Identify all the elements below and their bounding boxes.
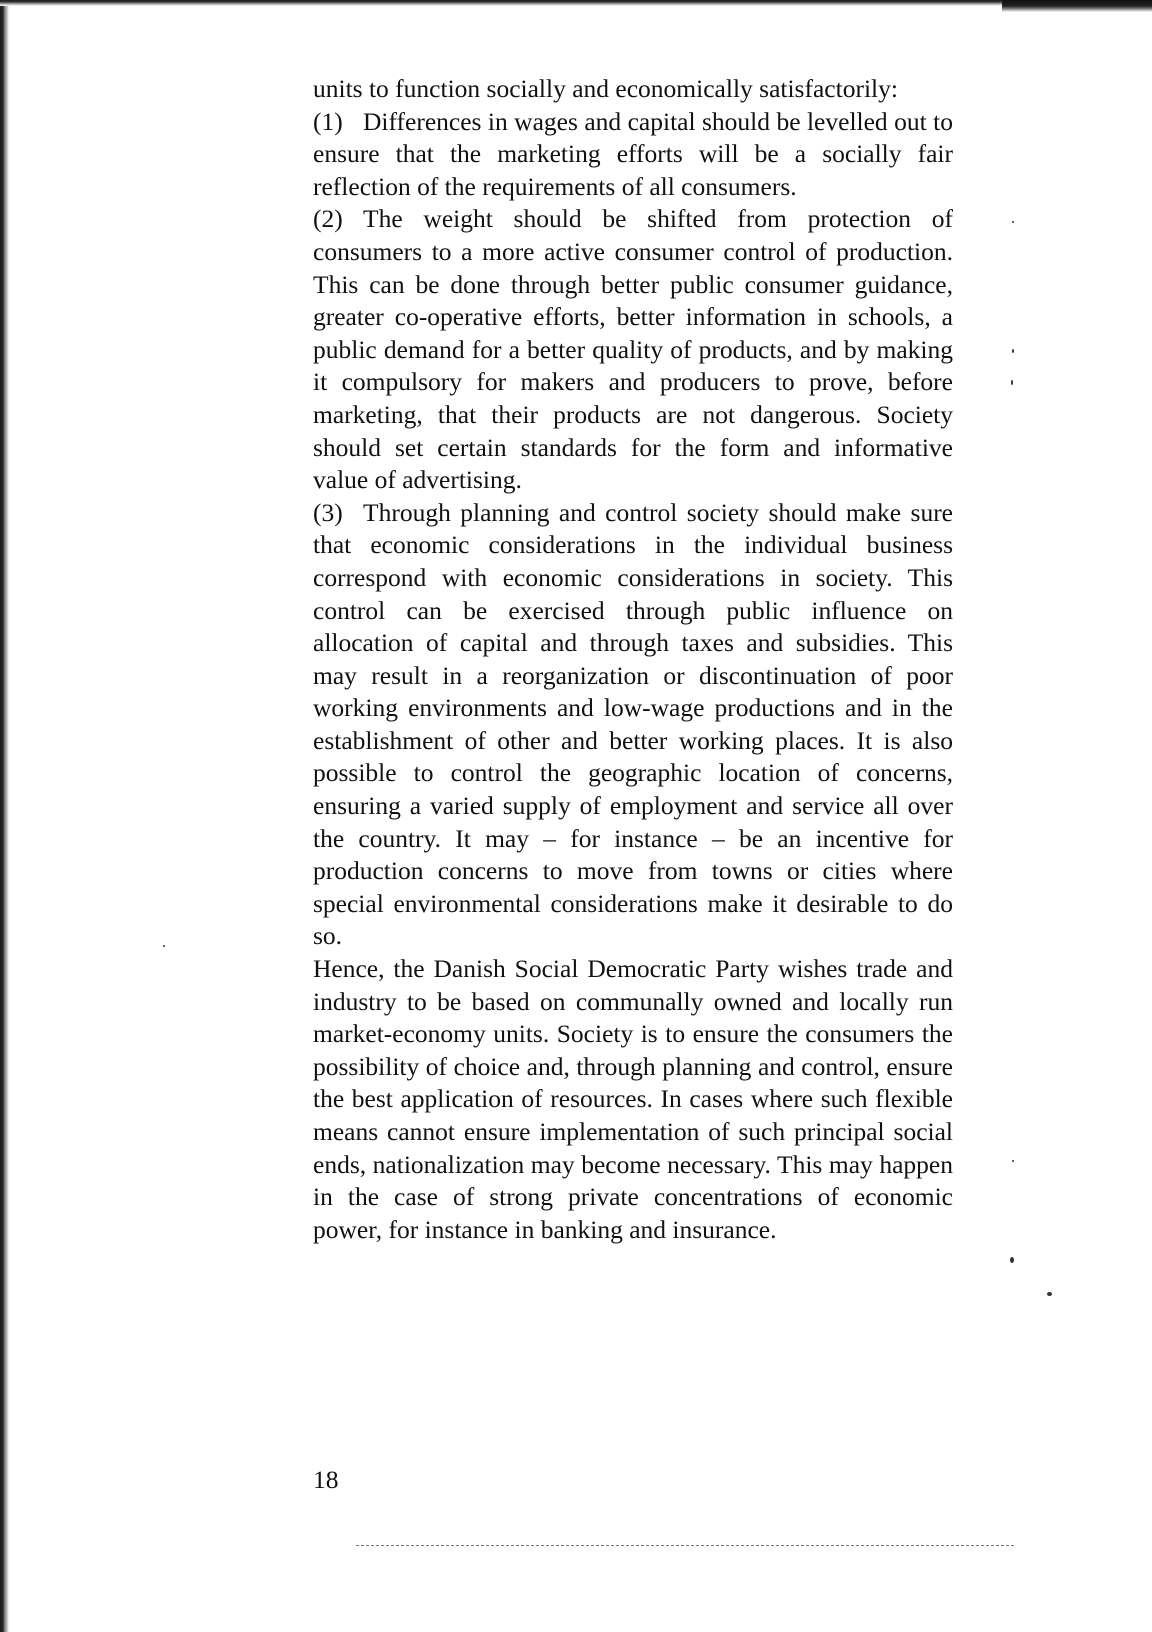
paragraph-text: Hence, the Danish Social Democratic Party wishes trade and industry to be based on communally owned and locally run market-economy units. Society is to ensure the consumers the possibility of choice and, through planning and control, ensure the best application of resources. In cases where such flexible means cannot ensure implementation of such principal social ends, nationalization may become necessary. This may happen in the case of strong private concentrations of economic power, for instance in banking and insurance. bbox=[313, 954, 953, 1244]
item-number: (2) bbox=[313, 204, 343, 234]
scan-speck bbox=[1011, 380, 1013, 385]
paragraph-conclusion bbox=[313, 953, 953, 1246]
scan-speck bbox=[1047, 1292, 1052, 1296]
paragraph-text: The weight should be shifted from protection of consumers to a more active consumer control of production. This can be done through better public consumer guidance, greater co-operative efforts, better information in schools, a public demand for a better quality of products, and by making it compulsory for makers and producers to prove, before marketing, that their products are not dangerous. Society should set certain standards for the form and informative value of advertising. bbox=[313, 204, 953, 495]
scan-speck bbox=[1010, 1257, 1014, 1263]
paragraph-item-1 bbox=[313, 106, 953, 204]
paragraph-item-3 bbox=[313, 497, 953, 953]
scan-speck bbox=[163, 945, 165, 947]
bottom-rule bbox=[356, 1545, 1014, 1546]
paragraph-text: Through planning and control society should make sure that economic considerations in the individual business correspond with economic considerations in society. This control can be exercised through public influence on allocation of capital and through taxes and subsidies. This may result in a reorganization or discontinuation of poor working environments and low-wage productions and in the establishment of other and better working places. It is also possible to control the geographic location of concerns, ensuring a varied supply of employment and service all over the country. It may – for instance – be an incentive for production concerns to move from towns or cities where special environmental considerations make it desirable to do so. bbox=[313, 497, 953, 951]
paragraph-item-2 bbox=[313, 203, 953, 496]
scan-speck bbox=[1012, 349, 1014, 353]
paragraph-intro bbox=[313, 73, 953, 106]
scan-speck bbox=[1012, 1160, 1014, 1162]
page-body bbox=[313, 73, 953, 1246]
scan-edge-left bbox=[0, 0, 9, 1632]
item-number: (1) bbox=[313, 106, 343, 136]
paragraph-text: units to function socially and economically satisfactorily: bbox=[313, 74, 898, 103]
scan-speck bbox=[1012, 221, 1014, 223]
scan-edge-top-right bbox=[1002, 0, 1152, 12]
item-number: (3) bbox=[313, 497, 343, 527]
page-number: 18 bbox=[313, 1465, 339, 1494]
scan-edge-top bbox=[0, 0, 1152, 6]
paragraph-text: Differences in wages and capital should be levelled out to ensure that the marketing efforts will be a socially fair reflection of the requirements of all consumers. bbox=[313, 106, 953, 201]
